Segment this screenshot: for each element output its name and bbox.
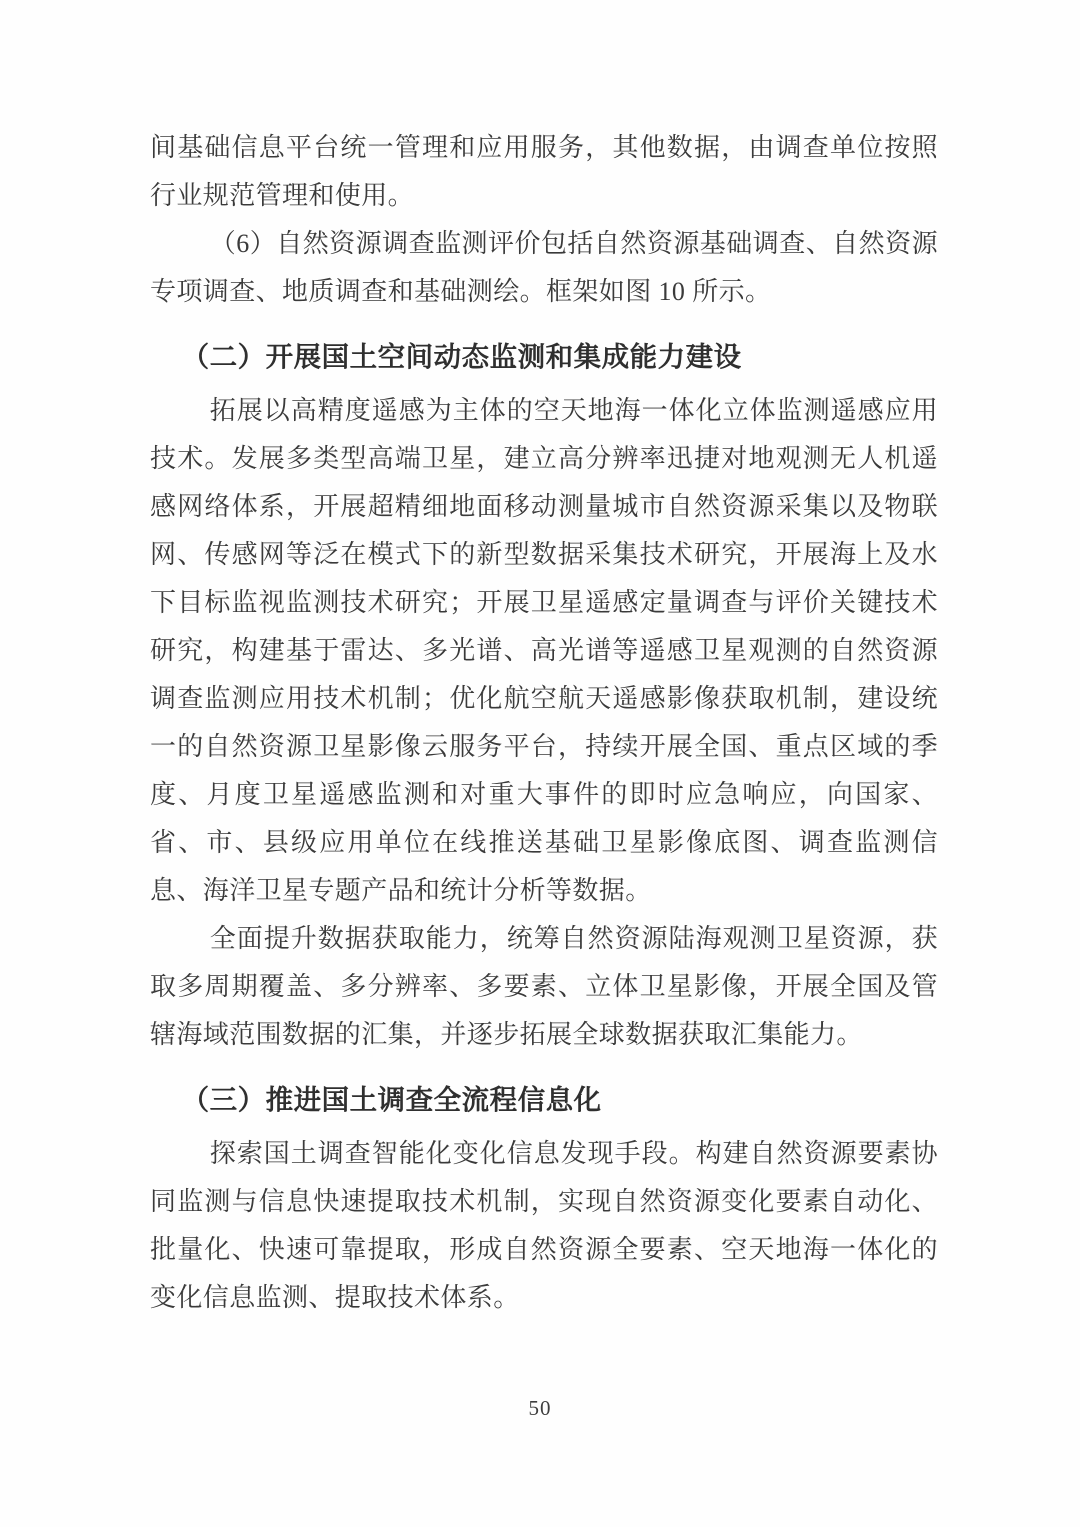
section-heading-2-dynamic-monitoring: （二）开展国土空间动态监测和集成能力建设	[181, 341, 742, 372]
paragraph-remote-sensing-tech: 拓展以高精度遥感为主体的空天地海一体化立体监测遥感应用技术。发展多类型高端卫星，建立高分辨率迅捷对地观测无人机遥感网络体系，开展超精细地面移动测量城市自然资源采集以及物联网、传感网等泛在模式下的新型数据采集技术研究，开展海上及水下目标监视监测技术研究；开展卫星遥感定量调查与评价关键技术研究，构建基于雷达、多光谱、高光谱等遥感卫星观测的自然资源调查监测应用技术机制；优化航空航天遥感影像获取机制，建设统一的自然资源卫星影像云服务平台，持续开展全国、重点区域的季度、月度卫星遥感监测和对重大事件的即时应急响应，向国家、省、市、县级应用单位在线推送基础卫星影像底图、调查监测信息、海洋卫星专题产品和统计分析等数据。	[150, 396, 938, 905]
paragraph-platform-management: 间基础信息平台统一管理和应用服务，其他数据，由调查单位按照行业规范管理和使用。	[150, 133, 938, 210]
section-heading-3-informatization: （三）推进国土调查全流程信息化	[181, 1084, 602, 1115]
paragraph-intelligent-change-detection: 探索国土调查智能化变化信息发现手段。构建自然资源要素协同监测与信息快速提取技术机制，实现自然资源变化要素自动化、批量化、快速可靠提取，形成自然资源全要素、空天地海一体化的变化信息监测、提取技术体系。	[150, 1139, 938, 1312]
page-content	[150, 124, 938, 1322]
paragraph-item-6-survey-evaluation: （6）自然资源调查监测评价包括自然资源基础调查、自然资源专项调查、地质调查和基础测绘。框架如图 10 所示。	[150, 229, 938, 306]
page-number: 50	[528, 1396, 552, 1420]
paragraph-data-acquisition: 全面提升数据获取能力，统筹自然资源陆海观测卫星资源，获取多周期覆盖、多分辨率、多要素、立体卫星影像，开展全国及管辖海域范围数据的汇集，并逐步拓展全球数据获取汇集能力。	[150, 924, 938, 1049]
